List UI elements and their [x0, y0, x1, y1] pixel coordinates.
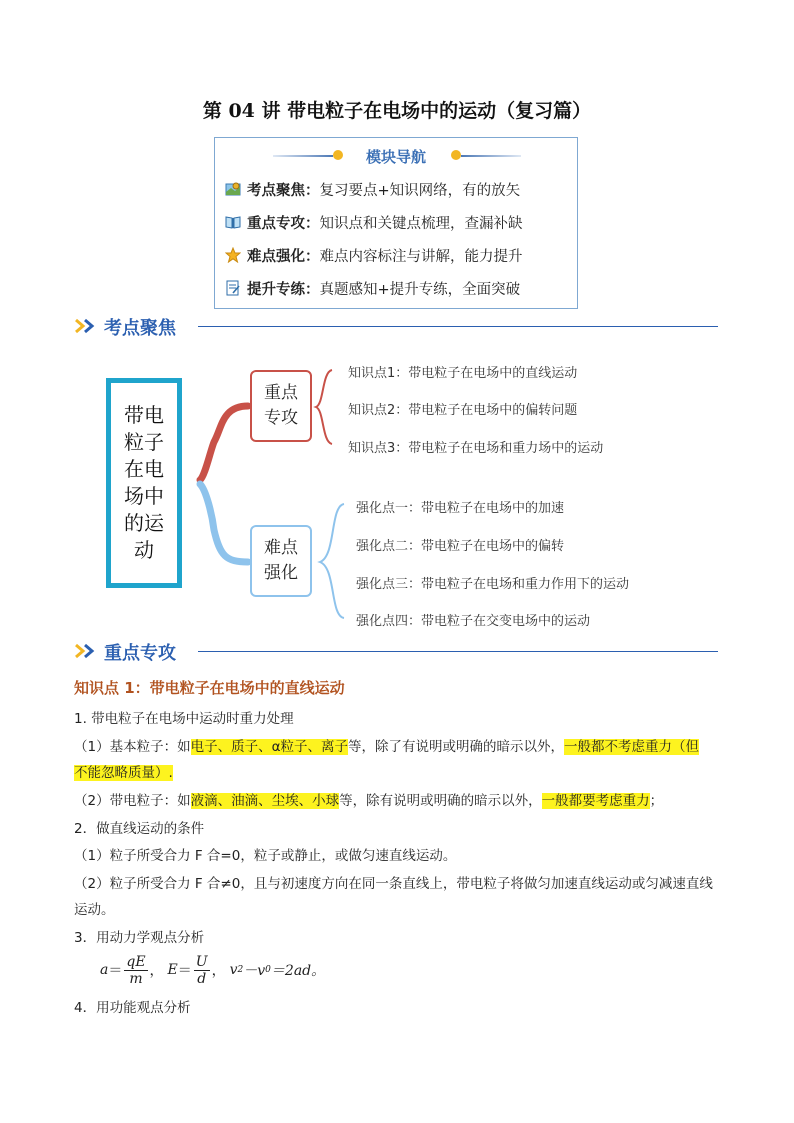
paragraph: （2）粒子所受合力 F 合≠0，且与初速度方向在同一条直线上，带电粒子将做匀加速直线运动或匀减速直线: [74, 876, 713, 892]
nav-row-label: 提升专练：: [247, 281, 320, 298]
nav-row-text: 真题感知+提升专练，全面突破: [319, 281, 521, 298]
knowledge-point-title: 知识点 1：带电粒子在电场中的直线运动: [74, 679, 345, 697]
mindmap-leaf: 强化点二：带电粒子在电场中的偏转: [356, 539, 565, 554]
section-title: 重点专攻: [104, 643, 176, 664]
highlight: 电子: [190, 739, 218, 755]
highlight: 一般都不考虑重力（但: [564, 739, 699, 755]
page-title: 第 04 讲 带电粒子在电场中的运动（复习篇）: [202, 100, 592, 122]
highlight: 、: [258, 793, 272, 809]
formula-var: v: [229, 962, 238, 978]
section-rule: [198, 651, 718, 652]
fraction-denominator: m: [129, 970, 143, 987]
mindmap-branch-difficult: [250, 525, 312, 597]
highlight: .: [168, 765, 173, 781]
brace-blue-small: [320, 504, 344, 618]
mindmap-root-label: 带电粒子在电场中的运动: [124, 403, 164, 562]
highlight: α粒子: [271, 739, 308, 755]
nav-row-text: 难点内容标注与讲解，能力提升: [319, 248, 523, 265]
mindmap-leaf: 知识点2：带电粒子在电场中的偏转问题: [348, 403, 578, 418]
nav-row-label: 重点专攻：: [247, 215, 320, 232]
section-title: 考点聚焦: [104, 318, 176, 339]
highlight: 、: [217, 793, 232, 809]
nav-row-label: 考点聚焦：: [247, 182, 320, 199]
formula-tail: ＝2ad。: [270, 963, 326, 979]
double-chevron-icon: [74, 643, 100, 659]
formula-op: ＝: [177, 963, 192, 979]
paragraph: 2．做直线运动的条件: [74, 821, 205, 837]
paragraph-charged-particles: [74, 789, 663, 809]
mindmap-leaf: 强化点四：带电粒子在交变电场中的运动: [356, 614, 591, 629]
highlight: 、: [298, 793, 313, 809]
formula-var: E: [167, 962, 178, 978]
kinematics-formula: [100, 950, 325, 990]
nav-row-label: 难点强化：: [247, 248, 320, 265]
highlight: 质子: [231, 739, 259, 755]
paragraph: 4．用功能观点分析: [74, 1000, 191, 1016]
highlight: 尘埃: [271, 793, 299, 809]
mindmap-branch-label: 难点强化: [264, 538, 298, 583]
paragraph-basic-particles: [74, 735, 699, 755]
paragraph: （1）粒子所受合力 F 合=0，粒子或静止，或做匀速直线运动。: [74, 848, 457, 864]
fraction-qe-m: [124, 954, 147, 987]
highlight: 离子: [321, 739, 348, 755]
mindmap-branch-key: [250, 370, 312, 442]
highlight: 、: [217, 739, 232, 755]
brace-blue-main: [200, 484, 248, 562]
formula-op: ＝: [108, 963, 123, 979]
section-header-key: [74, 639, 718, 663]
text: （2）带电粒子：如: [74, 793, 191, 809]
mindmap-root: [106, 378, 182, 588]
nav-row-text: 复习要点+知识网络，有的放矢: [319, 182, 521, 199]
fraction-numerator: U: [195, 953, 208, 970]
formula-sep: ，: [211, 963, 226, 979]
mindmap-branch-label: 重点专攻: [264, 383, 298, 428]
formula-var: －v: [243, 963, 266, 979]
formula-sep: ，: [149, 963, 164, 979]
formula-superscript: 0: [265, 965, 271, 975]
brace-red-small: [316, 370, 332, 444]
text: 等，除有说明或明确的暗示以外，: [339, 793, 542, 809]
paragraph: 1. 带电粒子在电场中运动时重力处理: [74, 711, 294, 727]
module-nav-title: 模块导航: [365, 148, 426, 166]
paragraph-continuation: [74, 761, 173, 781]
mindmap-leaf: 强化点一：带电粒子在电场中的加速: [356, 501, 565, 516]
highlight: 不能忽略质量）: [74, 765, 169, 781]
highlight: 小球: [312, 793, 340, 809]
highlight: 油滴: [231, 793, 259, 809]
mindmap-leaf: 知识点3：带电粒子在电场和重力场中的运动: [348, 441, 604, 456]
text: 等，除了有说明或明确的暗示以外，: [348, 739, 564, 755]
formula-superscript: 2: [237, 965, 244, 975]
mindmap-leaf: 强化点三：带电粒子在电场和重力作用下的运动: [356, 577, 630, 592]
highlight: 、: [307, 739, 321, 755]
mindmap-leaf: 知识点1：带电粒子在电场中的直线运动: [348, 366, 578, 381]
nav-row-text: 知识点和关键点梳理，查漏补缺: [319, 215, 523, 232]
paragraph: 3．用动力学观点分析: [74, 930, 205, 946]
highlight: 、: [258, 739, 272, 755]
brace-red-main: [200, 406, 248, 480]
text: ；: [649, 793, 664, 809]
fraction-denominator: d: [197, 970, 207, 987]
text: （1）基本粒子：如: [74, 739, 191, 755]
paragraph: 运动。: [74, 902, 115, 918]
fraction-u-d: [194, 954, 210, 987]
highlight: 一般都要考虑重力: [541, 793, 650, 809]
formula-var: a: [100, 962, 109, 978]
fraction-numerator: qE: [126, 953, 146, 970]
highlight: 液滴: [190, 793, 218, 809]
